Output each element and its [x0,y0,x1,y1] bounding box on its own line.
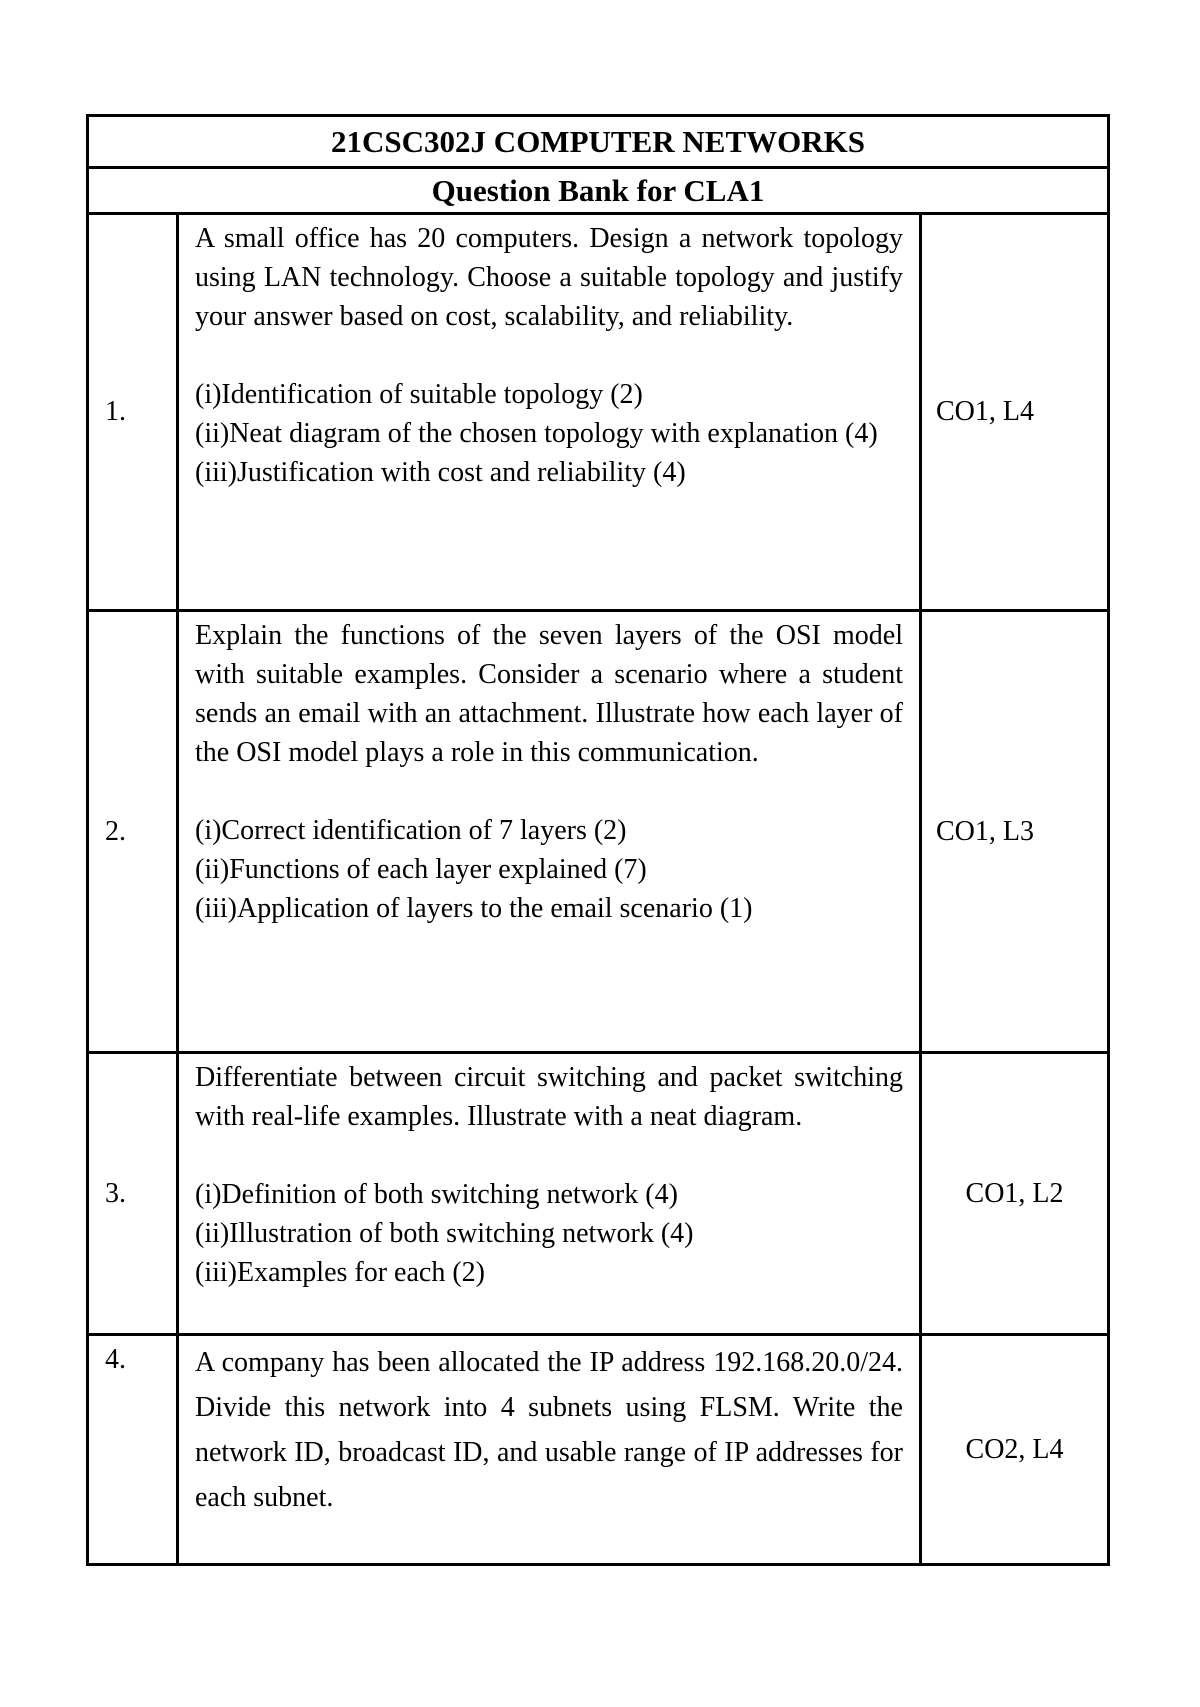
question-row-3 [88,1053,1109,1335]
question-stem: Differentiate between circuit switching and packet switching with real-life examples. Illustrate with a neat diagram. [195,1062,903,1132]
question-part: (iii)Examples for each (2) [195,1257,485,1288]
question-number: 1. [88,214,178,611]
question-text [178,1335,921,1565]
question-number: 4. [88,1335,178,1565]
question-part: (ii)Illustration of both switching network (4) [195,1218,694,1249]
question-part: (ii)Neat diagram of the chosen topology with explanation (4) [195,418,878,449]
question-stem: A small office has 20 computers. Design a network topology using LAN technology. Choose a suitable topology and justify your answer based on cost, scalability, and reliability. [195,223,903,332]
question-part: (iii)Application of layers to the email scenario (1) [195,893,753,924]
course-outcome: CO1, L3 [921,611,1109,1053]
course-outcome: CO2, L4 [921,1335,1109,1565]
question-text [178,611,921,1053]
question-text [178,214,921,611]
course-outcome: CO1, L2 [921,1053,1109,1335]
title-row [88,116,1109,168]
question-text [178,1053,921,1335]
question-bank-subtitle: Question Bank for CLA1 [88,168,1109,214]
question-stem: A company has been allocated the IP address 192.168.20.0/24. Divide this network into 4 subnets using FLSM. Write the network ID, broadcast ID, and usable range of IP addresses for each subnet. [195,1347,903,1513]
question-part: (i)Correct identification of 7 layers (2) [195,815,627,846]
question-row-4 [88,1335,1109,1565]
question-bank-table [86,114,1110,1566]
question-part: (i)Identification of suitable topology (2) [195,379,643,410]
question-number: 3. [88,1053,178,1335]
question-number: 2. [88,611,178,1053]
course-outcome: CO1, L4 [921,214,1109,611]
question-part: (ii)Functions of each layer explained (7) [195,854,647,885]
question-row-2 [88,611,1109,1053]
course-title: 21CSC302J COMPUTER NETWORKS [88,116,1109,168]
question-stem: Explain the functions of the seven layers of the OSI model with suitable examples. Consider a scenario where a student sends an email with an attachment. Illustrate how each layer of the OSI model plays a role in this communication. [195,620,903,768]
subtitle-row [88,168,1109,214]
question-row-1 [88,214,1109,611]
question-part: (iii)Justification with cost and reliability (4) [195,457,686,488]
question-part: (i)Definition of both switching network (4) [195,1179,678,1210]
